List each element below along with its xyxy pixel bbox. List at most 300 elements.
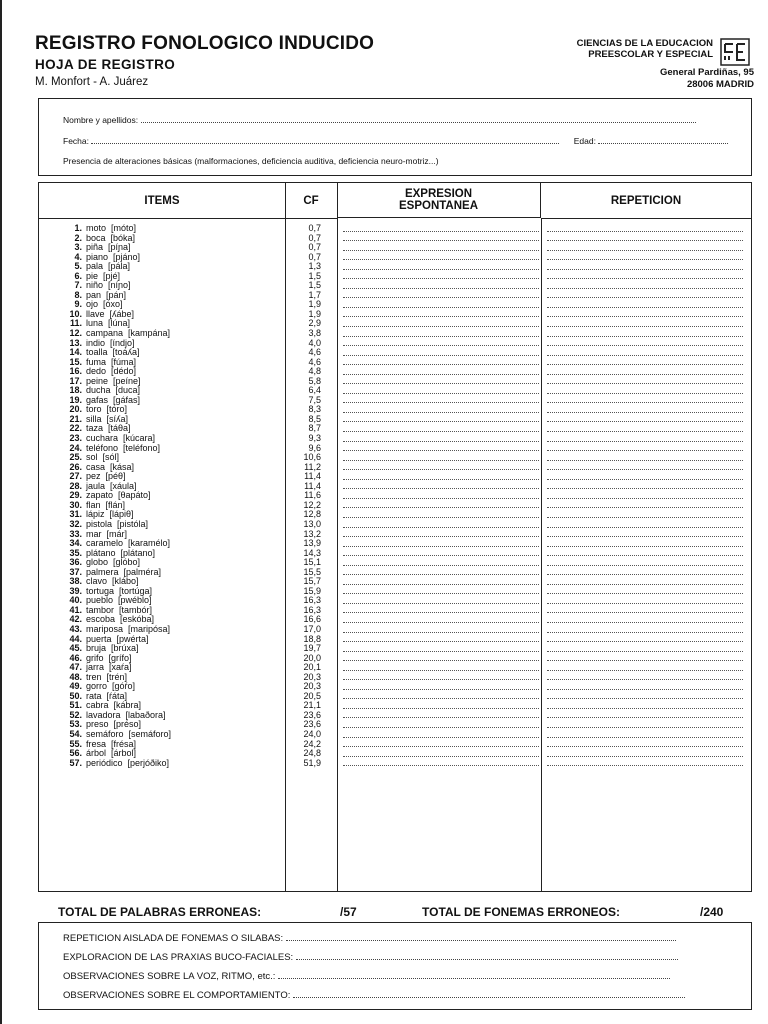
item-word: lavadora — [86, 709, 121, 720]
age-label: Edad: — [573, 136, 596, 146]
item-transcription: [lúna] — [108, 318, 131, 329]
item-number: 49. — [69, 681, 82, 692]
voice-observation-label: OBSERVACIONES SOBRE LA VOZ, RITMO, etc.: — [63, 971, 276, 982]
cf-value: 0,7 — [308, 251, 321, 262]
item-transcription: [lápiθ] — [109, 509, 134, 520]
item-word: zapato — [86, 490, 114, 501]
item-number: 8. — [74, 289, 82, 300]
item-transcription: [píɲa] — [108, 242, 131, 253]
expression-answer-field[interactable] — [343, 491, 539, 501]
item-number: 3. — [74, 242, 82, 253]
expression-answer-field[interactable] — [343, 434, 539, 444]
item-transcription: [glóbo] — [113, 557, 141, 568]
item-transcription: [fúma] — [111, 356, 137, 367]
repetition-answer-field[interactable] — [547, 319, 743, 329]
item-word: piña — [86, 242, 104, 253]
repetition-answer-field[interactable] — [547, 405, 743, 415]
date-line — [63, 136, 728, 146]
expression-answer-field[interactable] — [343, 339, 539, 349]
repetition-answer-field[interactable] — [547, 224, 743, 234]
cf-value: 0,7 — [308, 223, 321, 233]
item-transcription: [eskóba] — [120, 614, 155, 625]
cf-list — [285, 224, 337, 768]
item-number: 48. — [69, 671, 82, 682]
expression-answer-field[interactable] — [343, 759, 539, 769]
repetition-answer-field[interactable] — [547, 530, 743, 540]
item-transcription: [pjáno] — [113, 251, 141, 262]
item-word: flan — [86, 499, 101, 510]
expression-answer-field[interactable] — [343, 281, 539, 291]
item-word: moto — [86, 223, 107, 233]
item-number: 50. — [69, 690, 82, 701]
expression-answer-field[interactable] — [343, 596, 539, 606]
expression-answer-field[interactable] — [343, 568, 539, 578]
cf-value: 1,9 — [308, 299, 321, 310]
expression-answer-field[interactable] — [343, 530, 539, 540]
expression-answer-field[interactable] — [343, 453, 539, 463]
repetition-answer-field[interactable] — [547, 281, 743, 291]
item-number: 19. — [69, 394, 82, 405]
repetition-answer-field[interactable] — [547, 568, 743, 578]
cf-value: 16,3 — [303, 604, 321, 615]
item-number: 2. — [74, 232, 82, 243]
repetition-answer-field[interactable] — [547, 644, 743, 654]
item-word: lápiz — [86, 509, 105, 520]
repetition-answer-field[interactable] — [547, 730, 743, 740]
expression-answer-field[interactable] — [343, 424, 539, 434]
page-left-border — [0, 0, 8, 1024]
repetition-answer-field[interactable] — [547, 692, 743, 702]
expression-answer-field[interactable] — [343, 291, 539, 301]
expression-answer-field[interactable] — [343, 319, 539, 329]
item-word: dedo — [86, 366, 107, 377]
item-transcription: [karamélo] — [128, 538, 171, 549]
item-transcription: [bóka] — [110, 232, 136, 243]
repetition-answer-field[interactable] — [547, 558, 743, 568]
item-word: preso — [86, 719, 109, 730]
expression-answer-field[interactable] — [343, 377, 539, 387]
item-number: 24. — [69, 442, 82, 453]
repetition-answer-field[interactable] — [547, 740, 743, 750]
item-word: indio — [86, 337, 106, 348]
item-transcription: [brúxa] — [111, 643, 139, 654]
publisher-line-1: CIENCIAS DE LA EDUCACION — [576, 38, 713, 49]
item-number: 26. — [69, 461, 82, 472]
repetition-answer-field[interactable] — [547, 720, 743, 730]
expression-answer-field[interactable] — [343, 472, 539, 482]
repetition-answer-field[interactable] — [547, 243, 743, 253]
item-number: 4. — [74, 251, 82, 262]
item-word: pez — [86, 471, 101, 482]
item-transcription: [tóro] — [106, 404, 128, 415]
item-word: mar — [86, 528, 102, 539]
item-number: 9. — [74, 299, 82, 310]
cf-value: 17,0 — [303, 623, 321, 634]
item-transcription: [labaðora] — [125, 709, 166, 720]
expression-answer-field[interactable] — [343, 549, 539, 559]
item-transcription: [flán] — [105, 499, 126, 510]
repetition-answer-field[interactable] — [547, 396, 743, 406]
item-word: jaula — [86, 480, 106, 491]
item-word: silla — [86, 413, 102, 424]
cf-value: 24,2 — [303, 738, 321, 749]
item-number: 38. — [69, 576, 82, 587]
repetition-answer-field[interactable] — [547, 673, 743, 683]
cf-value: 16,3 — [303, 595, 321, 606]
expression-answer-field[interactable] — [343, 234, 539, 244]
expression-answer-field[interactable] — [343, 415, 539, 425]
expression-answer-field[interactable] — [343, 300, 539, 310]
cf-value: 8,5 — [308, 413, 321, 424]
repetition-answer-field[interactable] — [547, 615, 743, 625]
repetition-answer-field[interactable] — [547, 520, 743, 530]
cf-value: 12,8 — [303, 509, 321, 520]
item-transcription: [sól] — [102, 452, 120, 463]
behavior-observation-label: OBSERVACIONES SOBRE EL COMPORTAMIENTO: — [63, 990, 291, 1001]
cf-value: 51,9 — [303, 757, 321, 768]
item-word: escoba — [86, 614, 116, 625]
repetition-answer-field[interactable] — [547, 367, 743, 377]
item-transcription: [góŕo] — [112, 681, 136, 692]
repetition-answer-field[interactable] — [547, 453, 743, 463]
item-number: 41. — [69, 604, 82, 615]
cf-value: 11,2 — [304, 461, 321, 472]
expression-answer-field[interactable] — [343, 644, 539, 654]
expression-answer-field[interactable] — [343, 711, 539, 721]
cf-value: 11,6 — [304, 490, 321, 501]
item-word: teléfono — [86, 442, 119, 453]
cf-value: 6,4 — [308, 385, 321, 396]
address-line-1: General Pardiñas, 95 — [660, 67, 754, 78]
cf-value: 13,2 — [303, 528, 321, 539]
repetition-answer-field[interactable] — [547, 587, 743, 597]
cf-value: 20,3 — [303, 671, 321, 682]
repetition-answer-field[interactable] — [547, 348, 743, 358]
alterations-line: Presencia de alteraciones básicas (malformaciones, deficiencia auditiva, deficiencia neuro-motriz...) — [63, 156, 439, 166]
item-word: mariposa — [86, 623, 124, 634]
expression-answer-field[interactable] — [343, 673, 539, 683]
item-number: 52. — [69, 709, 82, 720]
repetition-answer-field[interactable] — [547, 635, 743, 645]
item-transcription: [pála] — [108, 261, 131, 272]
expression-answer-field[interactable] — [343, 615, 539, 625]
item-transcription: [préso] — [113, 719, 142, 730]
item-word: gafas — [86, 394, 109, 405]
repetition-answer-field[interactable] — [547, 482, 743, 492]
repetition-answer-field[interactable] — [547, 711, 743, 721]
item-number: 40. — [69, 595, 82, 606]
name-field[interactable] — [141, 115, 696, 123]
repetition-answer-field[interactable] — [547, 444, 743, 454]
repetition-answer-field[interactable] — [547, 759, 743, 769]
item-word: plátano — [86, 547, 116, 558]
item-transcription: [táθa] — [108, 423, 131, 434]
isolated-repetition-field[interactable] — [286, 933, 676, 941]
cf-value: 14,3 — [303, 547, 321, 558]
cf-value: 0,7 — [308, 232, 321, 243]
repetition-answer-field[interactable] — [547, 358, 743, 368]
register-table — [38, 182, 752, 892]
repetition-answer-field[interactable] — [547, 253, 743, 263]
item-number: 45. — [69, 643, 82, 654]
repetition-answer-field[interactable] — [547, 682, 743, 692]
cf-value: 20,1 — [303, 662, 321, 673]
total-phonemes-label: TOTAL DE FONEMAS ERRONEOS: — [422, 905, 621, 919]
isolated-repetition-label: REPETICION AISLADA DE FONEMAS O SILABAS: — [63, 933, 284, 944]
items-list — [39, 224, 285, 768]
expression-answer-field[interactable] — [343, 253, 539, 263]
cf-value: 13,0 — [303, 518, 321, 529]
praxias-field[interactable] — [296, 952, 678, 960]
item-number: 34. — [69, 538, 82, 549]
expression-answer-field[interactable] — [343, 243, 539, 253]
item-transcription: [grífo] — [108, 652, 132, 663]
expression-answer-field[interactable] — [343, 730, 539, 740]
item-word: toalla — [86, 347, 108, 358]
repetition-answer-field[interactable] — [547, 291, 743, 301]
item-number: 28. — [69, 480, 82, 491]
item-transcription: [már] — [106, 528, 128, 539]
item-number: 56. — [69, 748, 82, 759]
expression-answer-field[interactable] — [343, 510, 539, 520]
expression-answer-field[interactable] — [343, 367, 539, 377]
item-word: fuma — [86, 356, 107, 367]
item-word: árbol — [86, 748, 107, 759]
item-word: cuchara — [86, 433, 119, 444]
expression-answer-field[interactable] — [343, 701, 539, 711]
item-word: tortuga — [86, 585, 115, 596]
item-number: 23. — [69, 433, 82, 444]
expression-answer-field[interactable] — [343, 396, 539, 406]
item-word: luna — [86, 318, 104, 329]
expression-answer-field[interactable] — [343, 329, 539, 339]
item-transcription: [trén] — [106, 671, 128, 682]
item-word: gorro — [86, 681, 108, 692]
repetition-answer-field[interactable] — [547, 463, 743, 473]
item-word: periódico — [86, 757, 123, 768]
cf-value: 1,9 — [308, 308, 321, 319]
cf-value: 1,5 — [308, 270, 321, 281]
cf-value: 15,7 — [303, 576, 321, 587]
expression-answer-field[interactable] — [343, 720, 539, 730]
item-transcription: [toáʎa] — [112, 347, 140, 358]
repetition-answer-field[interactable] — [547, 339, 743, 349]
cf-value: 23,6 — [303, 709, 321, 720]
expression-answer-field[interactable] — [343, 682, 539, 692]
expression-answer-field[interactable] — [343, 262, 539, 272]
repetition-answer-field[interactable] — [547, 577, 743, 587]
expression-answer-field[interactable] — [343, 692, 539, 702]
expression-answer-field[interactable] — [343, 224, 539, 234]
item-word: rata — [86, 690, 102, 701]
repetition-answer-field[interactable] — [547, 491, 743, 501]
behavior-observation-field[interactable] — [293, 990, 685, 998]
expression-answer-field[interactable] — [343, 625, 539, 635]
patient-info-box — [38, 98, 752, 176]
repetition-answer-field[interactable] — [547, 424, 743, 434]
item-transcription: [klábo] — [112, 576, 139, 587]
expression-answer-field[interactable] — [343, 482, 539, 492]
repetition-answer-field[interactable] — [547, 663, 743, 673]
item-number: 46. — [69, 652, 82, 663]
cf-value: 12,2 — [303, 499, 321, 510]
voice-observation-field[interactable] — [278, 971, 670, 979]
age-field[interactable] — [598, 136, 728, 144]
item-number: 30. — [69, 499, 82, 510]
cf-value: 8,3 — [308, 404, 321, 415]
item-transcription: [pistóla] — [117, 518, 149, 529]
item-word: tambor — [86, 604, 115, 615]
cf-value: 4,6 — [308, 356, 321, 367]
item-number: 13. — [69, 337, 82, 348]
repetition-answer-field[interactable] — [547, 434, 743, 444]
item-number: 20. — [69, 404, 82, 415]
cf-value: 15,5 — [303, 566, 321, 577]
expression-answer-field[interactable] — [343, 740, 539, 750]
item-number: 33. — [69, 528, 82, 539]
item-transcription: [pán] — [106, 289, 127, 300]
item-word: jarra — [86, 662, 105, 673]
item-number: 54. — [69, 728, 82, 739]
expression-column — [343, 224, 539, 768]
cf-value: 4,0 — [308, 337, 321, 348]
expression-answer-field[interactable] — [343, 663, 539, 673]
repetition-answer-field[interactable] — [547, 329, 743, 339]
expression-answer-field[interactable] — [343, 587, 539, 597]
item-transcription: [teléfono] — [123, 442, 161, 453]
repetition-answer-field[interactable] — [547, 386, 743, 396]
repetition-answer-field[interactable] — [547, 596, 743, 606]
repetition-answer-field[interactable] — [547, 272, 743, 282]
repetition-answer-field[interactable] — [547, 234, 743, 244]
cf-value: 9,3 — [308, 433, 321, 444]
expression-answer-field[interactable] — [343, 501, 539, 511]
item-number: 29. — [69, 490, 82, 501]
item-transcription: [árbol] — [111, 748, 137, 759]
name-label: Nombre y apellidos: — [63, 115, 139, 125]
cf-value: 10,6 — [303, 452, 321, 463]
repetition-answer-field[interactable] — [547, 377, 743, 387]
expression-answer-field[interactable] — [343, 654, 539, 664]
cf-value: 5,8 — [308, 375, 321, 386]
item-word: clavo — [86, 576, 108, 587]
cf-value: 16,6 — [303, 614, 321, 625]
expression-answer-field[interactable] — [343, 635, 539, 645]
expression-answer-field[interactable] — [343, 358, 539, 368]
observation-line-1 — [63, 933, 676, 944]
item-transcription: [pwérta] — [116, 633, 149, 644]
expression-answer-field[interactable] — [343, 310, 539, 320]
cf-value: 0,7 — [308, 242, 321, 253]
item-word: pan — [86, 289, 102, 300]
item-transcription: [plátano] — [120, 547, 156, 558]
repetition-answer-field[interactable] — [547, 501, 743, 511]
repetition-answer-field[interactable] — [547, 300, 743, 310]
expression-answer-field[interactable] — [343, 577, 539, 587]
repetition-answer-field[interactable] — [547, 539, 743, 549]
header-items: ITEMS — [39, 183, 286, 219]
item-word: ojo — [86, 299, 99, 310]
form-title: REGISTRO FONOLOGICO INDUCIDO — [35, 33, 375, 54]
form-authors: M. Monfort - A. Juárez — [35, 76, 149, 88]
repetition-answer-field[interactable] — [547, 262, 743, 272]
repetition-answer-field[interactable] — [547, 472, 743, 482]
item-transcription: [dédo] — [111, 366, 137, 377]
item-transcription: [pjé] — [103, 270, 121, 281]
item-transcription: [óxo] — [103, 299, 123, 310]
repetition-answer-field[interactable] — [547, 549, 743, 559]
item-number: 39. — [69, 585, 82, 596]
expression-answer-field[interactable] — [343, 272, 539, 282]
item-transcription: [tortúga] — [119, 585, 153, 596]
item-transcription: [móto] — [111, 223, 137, 233]
repetition-answer-field[interactable] — [547, 415, 743, 425]
item-transcription: [ʎábe] — [109, 308, 135, 319]
cf-value: 15,9 — [303, 585, 321, 596]
publisher-logo-icon — [720, 38, 750, 66]
expression-answer-field[interactable] — [343, 405, 539, 415]
expression-answer-field[interactable] — [343, 558, 539, 568]
repetition-answer-field[interactable] — [547, 606, 743, 616]
cf-value: 11,4 — [304, 471, 321, 482]
expression-answer-field[interactable] — [343, 539, 539, 549]
item-word: palmera — [86, 566, 119, 577]
date-field[interactable] — [91, 136, 559, 144]
expression-answer-field[interactable] — [343, 386, 539, 396]
item-transcription: [xaŕa] — [109, 662, 132, 673]
cf-value: 8,7 — [308, 423, 321, 434]
observation-line-4 — [63, 990, 685, 1001]
repetition-answer-field[interactable] — [547, 510, 743, 520]
item-number: 6. — [74, 270, 82, 281]
item-word: niño — [86, 280, 104, 291]
column-divider — [541, 218, 542, 891]
expression-answer-field[interactable] — [343, 606, 539, 616]
item-word: cabra — [86, 700, 109, 711]
item-number: 37. — [69, 566, 82, 577]
item-word: pueblo — [86, 595, 114, 606]
expression-answer-field[interactable] — [343, 444, 539, 454]
item-number: 10. — [69, 308, 82, 319]
item-word: puerta — [86, 633, 112, 644]
observation-line-2 — [63, 952, 678, 963]
cf-value: 19,7 — [303, 643, 321, 654]
item-word: taza — [86, 423, 104, 434]
repetition-answer-field[interactable] — [547, 749, 743, 759]
item-transcription: [perjóðiko] — [127, 757, 170, 768]
item-number: 32. — [69, 518, 82, 529]
publisher-address — [594, 67, 754, 91]
expression-answer-field[interactable] — [343, 348, 539, 358]
repetition-answer-field[interactable] — [547, 625, 743, 635]
cf-value: 3,8 — [308, 328, 321, 339]
item-number: 15. — [69, 356, 82, 367]
cf-value: 1,3 — [308, 261, 321, 272]
repetition-answer-field[interactable] — [547, 654, 743, 664]
cf-value: 20,0 — [303, 652, 321, 663]
repetition-answer-field[interactable] — [547, 701, 743, 711]
item-transcription: [duca] — [115, 385, 141, 396]
publisher-name — [513, 38, 713, 60]
item-word: sol — [86, 452, 98, 463]
item-transcription: [índjo] — [110, 337, 135, 348]
expression-answer-field[interactable] — [343, 749, 539, 759]
item-word: llave — [86, 308, 105, 319]
item-number: 11. — [69, 318, 82, 329]
expression-answer-field[interactable] — [343, 463, 539, 473]
expression-answer-field[interactable] — [343, 520, 539, 530]
repetition-answer-field[interactable] — [547, 310, 743, 320]
